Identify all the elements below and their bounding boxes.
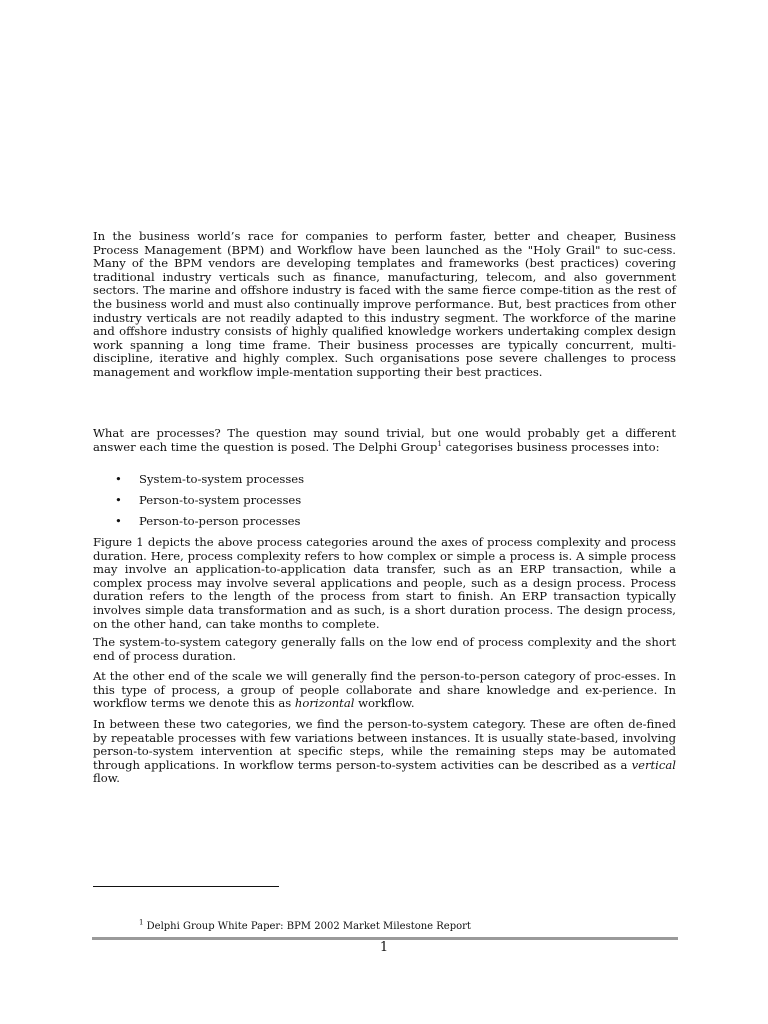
processes-question-text-end: categorises business processes into:: [441, 439, 660, 454]
figure-description-paragraph: Figure 1 depicts the above process categories around the axes of process complexity and process duration. Here, process complexity refers to how complex or simple a process is. A simple process may involve an application-to-application data transfer, such as an ERP transaction, while a complex process may involve several applications and people, such as a design process. Process duration refers to the length of the process from start to finish. An ERP transaction typically involves simple data transformation and as such, is a short duration process. The design process, on the other hand, can take months to complete.: [93, 535, 676, 631]
system-to-system-paragraph: The system-to-system category generally falls on the low end of process complexity and the short end of process duration.: [93, 635, 676, 663]
list-item-label: Person-to-person processes: [139, 514, 301, 528]
person-to-system-paragraph: [93, 718, 676, 786]
footnote-reference[interactable]: 1: [437, 439, 442, 448]
paragraph-text: At the other end of the scale we will generally find the person-to-person category of proc-esses. In this type of process, a group of people collaborate and share knowledge and ex-perience. In workflow terms we denote this as: [93, 669, 676, 711]
list-item-label: System-to-system processes: [139, 472, 305, 486]
paragraph-text-end: flow.: [93, 771, 120, 786]
process-category-list: [93, 473, 676, 536]
bullet-marker: •: [115, 472, 122, 486]
footnote: [139, 918, 471, 933]
processes-question-text: What are processes? The question may sound trivial, but one would probably get a different answer each time the question is posed. The Delphi Group: [93, 426, 676, 454]
intro-paragraph: In the business world’s race for companies to perform faster, better and cheaper, Business Process Management (BPM) and Workflow have been launched as the "Holy Grail" to suc-cess. Many of the BPM vendors are developing templates and frameworks (best practices) covering traditional industry verticals such as finance, manufacturing, telecom, and also government sectors. The marine and offshore industry is faced with the same fierce compe-tition as the rest of the business world and must also continually improve performance. But, best practices from other industry verticals are not readily adapted to this industry segment. The workforce of the marine and offshore industry consists of highly qualified knowledge workers undertaking complex design work spanning a long time frame. Their business processes are typically concurrent, multi-discipline, iterative and highly complex. Such organisations pose severe challenges to process management and workflow imple-mentation supporting their best practices.: [93, 229, 676, 379]
bullet-marker: •: [115, 493, 122, 507]
paragraph-text-end: workflow.: [354, 696, 415, 711]
footnote-mark: 1: [139, 918, 144, 927]
list-item: [93, 473, 676, 494]
footnote-text: Delphi Group White Paper: BPM 2002 Market Milestone Report: [143, 921, 471, 932]
list-item: [93, 494, 676, 515]
paragraph-text: In between these two categories, we find the person-to-system category. These are often de-fined by repeatable processes with few variations between instances. It is usually state-based, involving person-to-system intervention at specific steps, while the remaining steps may be automated through applications. In workflow terms person-to-system activities can be described as a: [93, 717, 676, 772]
bullet-marker: •: [115, 514, 122, 528]
page-number: 1: [379, 940, 389, 955]
list-item: [93, 515, 676, 536]
list-item-label: Person-to-system processes: [139, 493, 302, 507]
footnote-separator: [93, 886, 279, 887]
person-to-person-paragraph: [93, 670, 676, 711]
emphasis-vertical: vertical: [631, 757, 676, 772]
emphasis-horizontal: horizontal: [294, 696, 355, 711]
processes-question-paragraph: [93, 427, 676, 454]
